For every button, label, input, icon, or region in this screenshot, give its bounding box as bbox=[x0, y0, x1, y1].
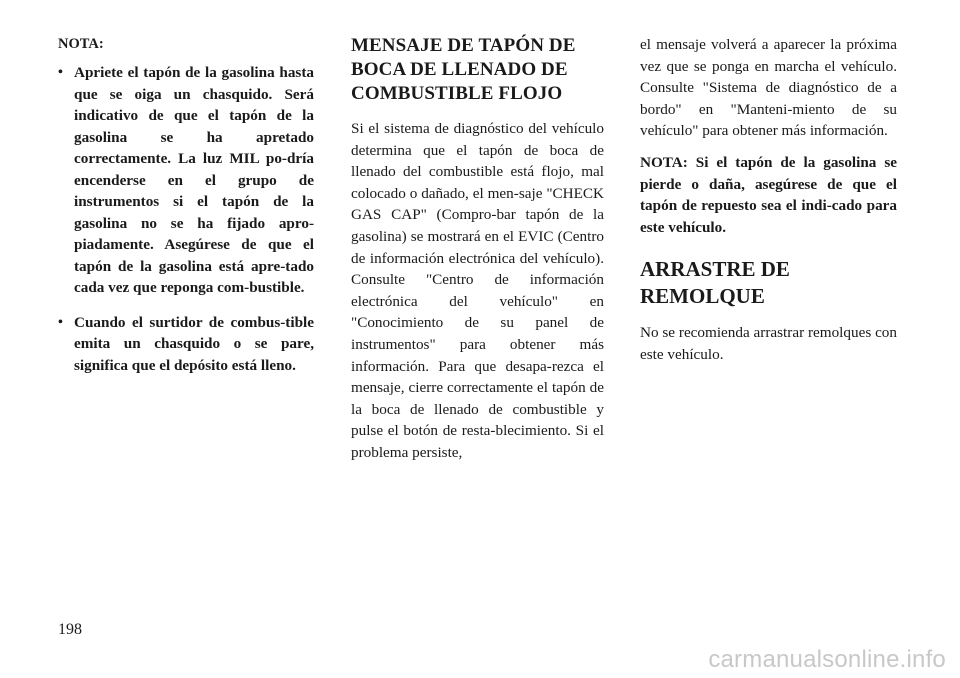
column-left bbox=[58, 34, 314, 389]
body-paragraph: Si el sistema de diagnóstico del vehículo determina que el tapón de boca de llenado del combustible está flojo, mal colocado o dañado, el men-saje "CHECK GAS CAP" (Compro-bar tapón de la gasolina) se mostrará en el EVIC (Centro de información electrónica del vehículo). Consulte "Centro de información electrónica del vehículo" en "Conocimiento de su panel de instrumentos" para obtener más información. Para que desapa-rezca el mensaje, cierre correctamente el tapón de la boca de llenado de combustible y pulse el botón de resta-blecimiento. Si el problema persiste, bbox=[351, 120, 604, 461]
bullet-text: Cuando el surtidor de combus-tible emita un chasquido o se pare, significa que el depósito está lleno. bbox=[74, 313, 314, 374]
column-middle bbox=[351, 34, 604, 474]
note-paragraph: NOTA: Si el tapón de la gasolina se pierde o daña, asegúrese de que el tapón de repuesto sea el indi-cado para este vehículo. bbox=[640, 153, 897, 236]
body-paragraph-continued: el mensaje volverá a aparecer la próxima vez que se ponga en marcha el vehículo. Consulte "Sistema de diagnóstico de a bordo" en "Manteni-miento de su vehículo" para obtener más información. bbox=[640, 36, 897, 140]
bullet-icon: • bbox=[58, 65, 63, 80]
section-heading-towing: ARRASTRE DE REMOLQUE bbox=[640, 257, 790, 309]
watermark: carmanualsonline.info bbox=[708, 646, 946, 673]
bullet-icon: • bbox=[58, 314, 63, 330]
towing-paragraph: No se recomienda arrastrar remolques con este vehículo. bbox=[640, 324, 897, 363]
note-bullet-list bbox=[58, 62, 314, 376]
page-number: 198 bbox=[58, 621, 82, 638]
bullet-item bbox=[58, 312, 314, 377]
section-heading-gas-cap: MENSAJE DE TAPÓN DE BOCA DE LLENADO DE COMBUSTIBLE FLOJO bbox=[351, 35, 576, 104]
note-label: NOTA: bbox=[58, 36, 104, 52]
column-right bbox=[640, 34, 897, 376]
bullet-item bbox=[58, 62, 314, 299]
bullet-text: Apriete el tapón de la gasolina hasta que se oiga un chasquido. Será indicativo de que el tapón de la gasolina se ha apretado correctamente. La luz MIL po-dría encenderse en el grupo de instrumentos si el tapón de la gasolina no se ha fijado apro-piadamente. Asegúrese de que el tapón de la gasolina está apre-tado cada vez que reponga com-bustible. bbox=[74, 64, 314, 296]
